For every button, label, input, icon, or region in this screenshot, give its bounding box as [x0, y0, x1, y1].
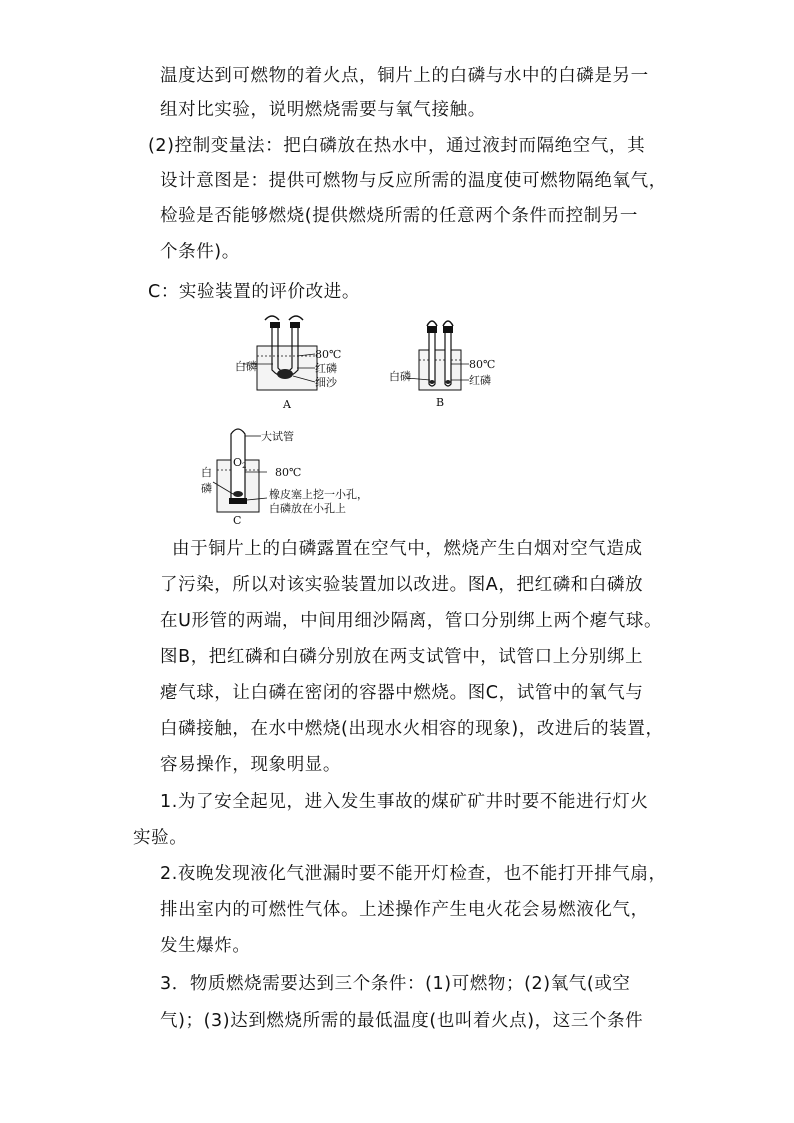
text-line: 图B，把红磷和白磷分别放在两支试管中，试管口上分别绑上 [160, 647, 644, 667]
list-item-1: 1.为了安全起见，进入发生事故的煤矿矿井时要不能进行灯火 [160, 792, 649, 812]
label-stopper-line-1: 橡皮塞上挖一小孔， [269, 488, 368, 501]
label-sand: 细沙 [315, 376, 337, 389]
text-line: 设计意图是：提供可燃物与反应所需的温度使可燃物隔绝氧气， [160, 171, 667, 191]
label-red-phosphorus: 红磷 [315, 362, 337, 375]
label-stopper-line-2: 白磷放在小孔上 [269, 502, 346, 515]
list-item-2: 2.夜晚发现液化气泄漏时要不能开灯检查，也不能打开排气扇， [160, 864, 667, 884]
text-line: 温度达到可燃物的着火点，铜片上的白磷与水中的白磷是另一 [160, 66, 649, 86]
text-line: 瘪气球，让白磷在密闭的容器中燃烧。图C，试管中的氧气与 [160, 683, 644, 703]
label-temperature: 80℃ [315, 348, 342, 361]
label-white-phosphorus-1: 白 [201, 466, 212, 479]
text-line: 排出室内的可燃性气体。上述操作产生电火花会易燃液化气， [160, 900, 649, 920]
text-line: 实验。 [133, 828, 188, 848]
figure-a-u-tube [225, 312, 360, 412]
text-line: 容易操作，现象明显。 [160, 755, 341, 775]
label-white-phosphorus-2: 磷 [201, 482, 212, 495]
text-line: (2)控制变量法：把白磷放在热水中，通过液封而隔绝空气，其 [148, 136, 646, 156]
text-line: 组对比实验，说明燃烧需要与氧气接触。 [160, 100, 486, 120]
label-red-phosphorus: 红磷 [469, 374, 491, 387]
text-line: 了污染，所以对该实验装置加以改进。图A，把红磷和白磷放 [160, 575, 644, 595]
text-line: 由于铜片上的白磷露置在空气中，燃烧产生白烟对空气造成 [172, 539, 643, 559]
text-line: 在U形管的两端，中间用细沙隔离，管口分别绑上两个瘪气球。 [160, 611, 663, 631]
label-temperature: 80℃ [469, 358, 496, 371]
text-line: 白磷接触，在水中燃烧(出现水火相容的现象)，改进后的装置， [160, 719, 664, 739]
label-large-test-tube: 大试管 [261, 430, 294, 443]
label-oxygen: O2 [233, 456, 247, 470]
figure-b-two-tubes [385, 312, 505, 412]
text-line: 发生爆炸。 [160, 936, 251, 956]
figure-caption: C [233, 514, 242, 527]
label-white-phosphorus: 白磷 [389, 370, 411, 383]
figure-c-large-tube [195, 420, 395, 530]
text-line: 气)；(3)达到燃烧所需的最低温度(也叫着火点)，这三个条件 [160, 1011, 644, 1031]
figure-caption: A [283, 398, 291, 411]
text-line: 个条件)。 [160, 242, 240, 262]
label-white-phosphorus: 白磷 [235, 360, 257, 373]
text-line: 检验是否能够燃烧(提供燃烧所需的任意两个条件而控制另一 [160, 206, 639, 226]
label-temperature: 80℃ [275, 466, 302, 479]
section-heading: C：实验装置的评价改进。 [148, 282, 360, 302]
figure-caption: B [436, 396, 445, 409]
list-item-3: 3．物质燃烧需要达到三个条件：(1)可燃物；(2)氧气(或空 [160, 974, 631, 994]
